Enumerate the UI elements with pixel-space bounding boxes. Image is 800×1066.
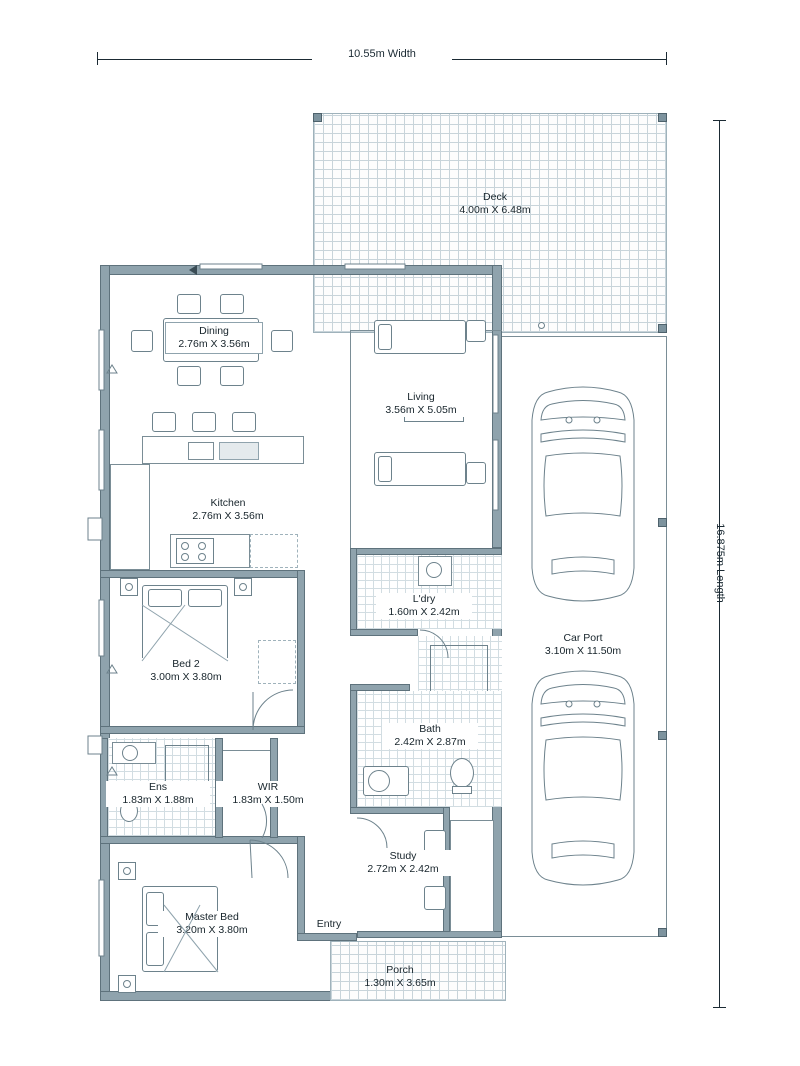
bed2-label: Bed 2 3.00m X 3.80m bbox=[136, 658, 236, 684]
bath-cistern bbox=[452, 786, 472, 794]
interior-wall-bath-left bbox=[350, 684, 357, 814]
width-dimension-cap-left bbox=[97, 52, 98, 65]
interior-wall-master-right bbox=[297, 836, 305, 941]
deck-drain-icon bbox=[538, 322, 545, 329]
dining-chair-1 bbox=[177, 294, 201, 314]
deck-post-ne bbox=[658, 113, 667, 122]
study-chair-2 bbox=[424, 886, 446, 910]
interior-wall-study-bottom bbox=[357, 931, 502, 938]
cooktop-burner-3 bbox=[181, 553, 189, 561]
interior-wall-bed2-right bbox=[297, 570, 305, 730]
dining-chair-5 bbox=[131, 330, 153, 352]
laundry-label: L'dry 1.60m X 2.42m bbox=[376, 593, 472, 619]
kitchen-bench-left bbox=[110, 464, 150, 570]
bed2-lamp-right-icon bbox=[239, 583, 247, 591]
kitchen-drainer bbox=[219, 442, 259, 460]
bed2-pillow-2 bbox=[188, 589, 222, 607]
door-swing-bed2 bbox=[253, 690, 293, 730]
carport-post-se bbox=[658, 928, 667, 937]
dining-label: Dining 2.76m X 3.56m bbox=[165, 322, 263, 354]
dining-chair-6 bbox=[271, 330, 293, 352]
carport-right-edge bbox=[666, 336, 667, 936]
master-lamp-right-icon bbox=[123, 980, 131, 988]
master-lamp-left-icon bbox=[123, 867, 131, 875]
wir-shelf-1 bbox=[223, 750, 270, 751]
length-dimension-cap-top bbox=[713, 120, 726, 121]
exterior-wall-top bbox=[100, 265, 502, 275]
door-swing-wir bbox=[262, 804, 267, 838]
ens-basin-icon bbox=[122, 745, 138, 761]
kitchen-stool-3 bbox=[232, 412, 256, 432]
deck-label: Deck 4.00m X 6.48m bbox=[459, 191, 531, 216]
kitchen-stool-2 bbox=[192, 412, 216, 432]
interior-wall-laundry-top bbox=[350, 548, 502, 555]
living-side-table-top bbox=[466, 320, 486, 342]
exterior-wall-left bbox=[100, 265, 110, 1001]
carport-post-mid-2 bbox=[658, 731, 667, 740]
deck-area bbox=[313, 113, 667, 333]
kitchen-fridge bbox=[250, 534, 298, 568]
car-top bbox=[532, 387, 634, 601]
living-side-table-bottom bbox=[466, 462, 486, 484]
carport-bottom-edge bbox=[501, 936, 667, 937]
cooktop-burner-4 bbox=[198, 553, 206, 561]
bed2-lamp-left-icon bbox=[125, 583, 133, 591]
entry-label: Entry bbox=[305, 918, 353, 931]
master-bed-label: Master Bed 3.20m X 3.80m bbox=[158, 911, 266, 937]
width-dimension-label: 10.55m Width bbox=[312, 48, 452, 60]
car-bottom bbox=[532, 671, 634, 885]
kitchen-stool-1 bbox=[152, 412, 176, 432]
dining-chair-3 bbox=[177, 366, 201, 386]
carport-post-mid bbox=[658, 518, 667, 527]
deck-post-se bbox=[658, 324, 667, 333]
bath-label: Bath 2.42m X 2.87m bbox=[382, 723, 478, 749]
carport-label: Car Port 3.10m X 11.50m bbox=[544, 632, 622, 657]
cooktop-burner-1 bbox=[181, 542, 189, 550]
kitchen-sink bbox=[188, 442, 214, 460]
bed2-robe bbox=[258, 640, 296, 684]
porch-label: Porch 1.30m X 3.65m bbox=[364, 964, 436, 989]
study-label: Study 2.72m X 2.42m bbox=[353, 850, 453, 876]
living-left-edge bbox=[350, 330, 351, 548]
width-dimension-cap-right bbox=[666, 52, 667, 65]
bed2-pillow-1 bbox=[148, 589, 182, 607]
interior-wall-bed2-bottom bbox=[100, 726, 305, 734]
wir-label: WIR 1.83m X 1.50m bbox=[216, 781, 320, 807]
interior-wall-laundry-left bbox=[350, 548, 357, 636]
interior-wall-laundry-bottom bbox=[350, 629, 418, 636]
deck-post-nw bbox=[313, 113, 322, 122]
ens-label: Ens 1.83m X 1.88m bbox=[106, 781, 210, 807]
kitchen-label: Kitchen 2.76m X 3.56m bbox=[178, 497, 278, 523]
dining-chair-2 bbox=[220, 294, 244, 314]
cooktop-burner-2 bbox=[198, 542, 206, 550]
bath-tub-drain-icon bbox=[368, 770, 390, 792]
master-pillow-2 bbox=[146, 932, 164, 966]
living-label: Living 3.56m X 5.05m bbox=[374, 391, 468, 417]
carport-top-edge bbox=[501, 336, 667, 337]
living-sofa-bottom-arm bbox=[378, 456, 392, 482]
interior-wall-bed2-top bbox=[100, 570, 305, 578]
study-desk bbox=[450, 820, 494, 932]
door-swing-study bbox=[357, 818, 387, 848]
interior-wall-entry-bottom bbox=[297, 933, 357, 941]
interior-wall-bath-bottom bbox=[350, 807, 450, 814]
length-dimension-cap-bottom bbox=[713, 1007, 726, 1008]
interior-wall-bath-top bbox=[350, 684, 410, 691]
laundry-basin-icon bbox=[426, 562, 442, 578]
dining-chair-4 bbox=[220, 366, 244, 386]
bath-toilet bbox=[450, 758, 474, 788]
length-dimension-label: 16.875m Length bbox=[714, 523, 726, 603]
exterior-wall-right-upper bbox=[492, 265, 502, 548]
living-sofa-top-arm bbox=[378, 324, 392, 350]
door-swing-master bbox=[250, 840, 288, 878]
